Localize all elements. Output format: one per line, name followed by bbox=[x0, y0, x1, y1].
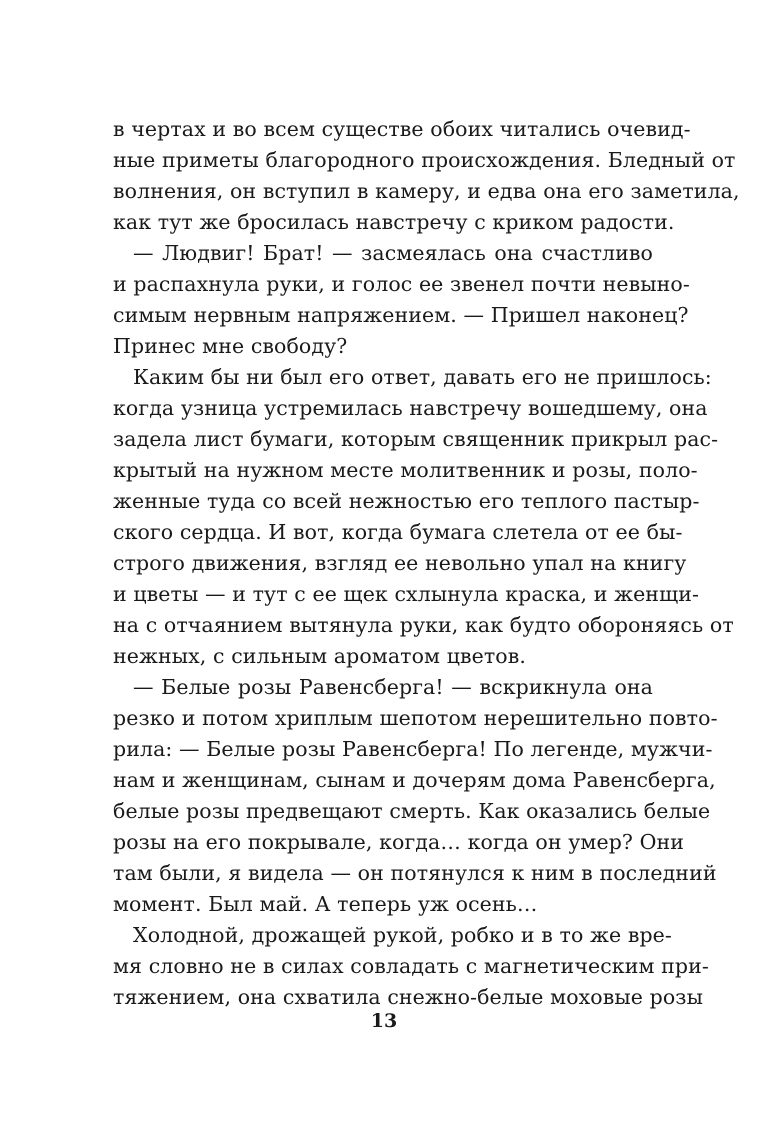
page-number: 13 bbox=[370, 1010, 398, 1032]
text-line: нежных, с сильным ароматом цветов. bbox=[113, 644, 526, 668]
text-line: симым нервным напряжением. — Пришел наконец? bbox=[113, 303, 689, 327]
text-line: розы на его покрывале, когда… когда он умер? Они bbox=[113, 830, 685, 854]
text-line: — Белые розы Равенсберга! — вскрикнула она bbox=[133, 675, 653, 699]
text-line: там были, я видела — он потянулся к ним в последний bbox=[113, 861, 717, 885]
text-line: рила: — Белые розы Равенсберга! По легенде, мужчи- bbox=[113, 737, 713, 761]
text-line: строго движения, взгляд ее невольно упал на книгу bbox=[113, 551, 687, 575]
body-text bbox=[113, 114, 740, 1013]
text-line: момент. Был май. А теперь уж осень… bbox=[113, 892, 538, 916]
text-line: в чертах и во всем существе обоих читались очевид- bbox=[113, 117, 691, 141]
text-line: Холодной, дрожащей рукой, робко и в то же вре- bbox=[133, 923, 672, 947]
text-line: крытый на нужном месте молитвенник и розы, поло- bbox=[113, 458, 698, 482]
text-line: и цветы — и тут с ее щек схлынула краска, и женщи- bbox=[113, 582, 700, 606]
text-line: нам и женщинам, сынам и дочерям дома Равенсберга, bbox=[113, 768, 716, 792]
text-line: Каким бы ни был его ответ, давать его не пришлось: bbox=[133, 365, 712, 389]
text-line: женные туда со всей нежностью его теплого пастыр- bbox=[113, 489, 700, 513]
text-line: и распахнула руки, и голос ее звенел почти невыно- bbox=[113, 272, 690, 296]
text-line: на с отчаянием вытянула руки, как будто обороняясь от bbox=[113, 613, 734, 637]
text-line: волнения, он вступил в камеру, и едва она его заметила, bbox=[113, 179, 740, 203]
text-line: ные приметы благородного происхождения. Бледный от bbox=[113, 148, 736, 172]
text-line: ского сердца. И вот, когда бумага слетела от ее бы- bbox=[113, 520, 683, 544]
text-line: когда узница устремилась навстречу вошедшему, она bbox=[113, 396, 708, 420]
text-line: Принес мне свободу? bbox=[113, 334, 348, 358]
text-line: резко и потом хриплым шепотом нерешительно повто- bbox=[113, 706, 718, 730]
text-line: белые розы предвещают смерть. Как оказались белые bbox=[113, 799, 711, 823]
text-line: как тут же бросилась навстречу с криком радости. bbox=[113, 210, 675, 234]
text-line: мя словно не в силах совладать с магнетическим при- bbox=[113, 954, 709, 978]
text-line: тяжением, она схватила снежно-белые моховые розы bbox=[113, 985, 704, 1009]
text-line: — Людвиг! Брат! — засмеялась она счастливо bbox=[133, 241, 653, 265]
text-line: задела лист бумаги, которым священник прикрыл рас- bbox=[113, 427, 719, 451]
